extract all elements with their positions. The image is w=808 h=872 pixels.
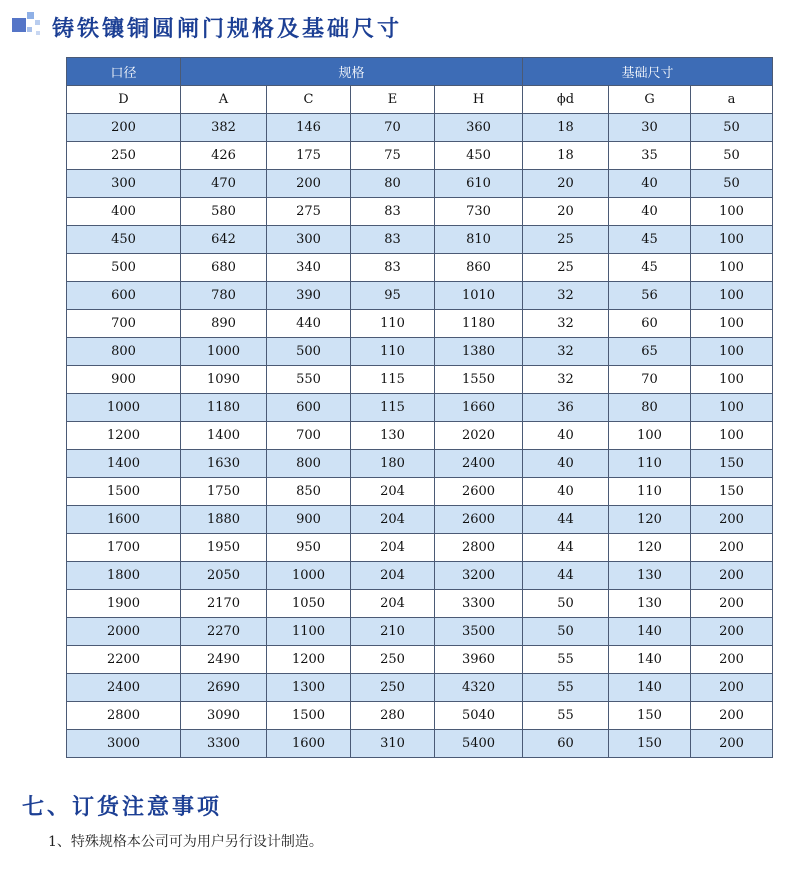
table-cell: 200 (691, 674, 773, 702)
table-cell: 40 (609, 198, 691, 226)
table-cell: 25 (523, 226, 609, 254)
table-cell: 1380 (435, 338, 523, 366)
table-cell: 32 (523, 366, 609, 394)
table-cell: 35 (609, 142, 691, 170)
table-cell: 810 (435, 226, 523, 254)
table-cell: 1630 (181, 450, 267, 478)
table-cell: 25 (523, 254, 609, 282)
column-header: ϕd (523, 86, 609, 114)
table-cell: 80 (351, 170, 435, 198)
table-cell: 1180 (181, 394, 267, 422)
table-cell: 800 (67, 338, 181, 366)
table-cell: 200 (67, 114, 181, 142)
table-cell: 60 (609, 310, 691, 338)
table-cell: 32 (523, 338, 609, 366)
table-cell: 32 (523, 282, 609, 310)
table-cell: 550 (267, 366, 351, 394)
table-row (67, 394, 773, 422)
table-cell: 1200 (67, 422, 181, 450)
table-cell: 83 (351, 254, 435, 282)
table-cell: 250 (351, 646, 435, 674)
table-cell: 20 (523, 198, 609, 226)
table-cell: 200 (691, 562, 773, 590)
table-cell: 3960 (435, 646, 523, 674)
table-cell: 642 (181, 226, 267, 254)
table-cell: 3200 (435, 562, 523, 590)
table-cell: 40 (523, 422, 609, 450)
group-header-spec: 规格 (181, 58, 523, 86)
table-cell: 20 (523, 170, 609, 198)
table-cell: 204 (351, 534, 435, 562)
table-row (67, 114, 773, 142)
table-cell: 140 (609, 646, 691, 674)
table-cell: 83 (351, 226, 435, 254)
table-cell: 890 (181, 310, 267, 338)
table-cell: 100 (691, 310, 773, 338)
table-cell: 140 (609, 674, 691, 702)
table-cell: 850 (267, 478, 351, 506)
table-cell: 390 (267, 282, 351, 310)
table-cell: 1400 (181, 422, 267, 450)
table-row (67, 702, 773, 730)
table-cell: 200 (691, 506, 773, 534)
table-cell: 100 (691, 254, 773, 282)
table-cell: 200 (691, 534, 773, 562)
table-row (67, 534, 773, 562)
table-cell: 900 (67, 366, 181, 394)
table-cell: 1800 (67, 562, 181, 590)
table-row (67, 282, 773, 310)
table-cell: 2400 (67, 674, 181, 702)
table-cell: 1000 (267, 562, 351, 590)
table-body (67, 114, 773, 758)
table-cell: 180 (351, 450, 435, 478)
table-cell: 200 (691, 730, 773, 758)
table-cell: 100 (691, 394, 773, 422)
table-cell: 83 (351, 198, 435, 226)
table-cell: 150 (609, 730, 691, 758)
spec-table (66, 57, 773, 758)
table-cell: 120 (609, 534, 691, 562)
table-cell: 1000 (181, 338, 267, 366)
table-cell: 2050 (181, 562, 267, 590)
column-header: D (67, 86, 181, 114)
table-cell: 300 (267, 226, 351, 254)
table-row (67, 730, 773, 758)
table-cell: 1900 (67, 590, 181, 618)
table-cell: 440 (267, 310, 351, 338)
table-group-header (67, 58, 773, 86)
table-cell: 50 (691, 142, 773, 170)
table-column-header (67, 86, 773, 114)
table-row (67, 338, 773, 366)
table-row (67, 198, 773, 226)
table-row (67, 590, 773, 618)
table-cell: 146 (267, 114, 351, 142)
table-cell: 1200 (267, 646, 351, 674)
table-cell: 32 (523, 310, 609, 338)
table-cell: 100 (691, 198, 773, 226)
table-cell: 400 (67, 198, 181, 226)
table-cell: 382 (181, 114, 267, 142)
table-cell: 360 (435, 114, 523, 142)
title-bar (12, 12, 402, 42)
table-cell: 1660 (435, 394, 523, 422)
table-cell: 130 (351, 422, 435, 450)
table-cell: 1880 (181, 506, 267, 534)
table-cell: 44 (523, 562, 609, 590)
table-cell: 110 (609, 450, 691, 478)
note-text: 1、特殊规格本公司可为用户另行设计制造。 (48, 834, 323, 850)
table-cell: 65 (609, 338, 691, 366)
table-cell: 450 (67, 226, 181, 254)
table-cell: 44 (523, 506, 609, 534)
table-cell: 40 (523, 478, 609, 506)
table-cell: 204 (351, 478, 435, 506)
table-cell: 500 (67, 254, 181, 282)
table-cell: 1500 (67, 478, 181, 506)
table-cell: 1750 (181, 478, 267, 506)
group-header-caliber: 口径 (67, 58, 181, 86)
table-cell: 1100 (267, 618, 351, 646)
table-cell: 110 (609, 478, 691, 506)
table-cell: 18 (523, 114, 609, 142)
table-cell: 115 (351, 394, 435, 422)
table-cell: 5040 (435, 702, 523, 730)
table-row (67, 142, 773, 170)
table-cell: 110 (351, 338, 435, 366)
table-cell: 340 (267, 254, 351, 282)
table-cell: 40 (523, 450, 609, 478)
table-cell: 2490 (181, 646, 267, 674)
table-cell: 45 (609, 254, 691, 282)
table-cell: 204 (351, 590, 435, 618)
table-cell: 204 (351, 506, 435, 534)
table-cell: 1010 (435, 282, 523, 310)
table-cell: 1400 (67, 450, 181, 478)
table-cell: 2000 (67, 618, 181, 646)
table-cell: 100 (691, 366, 773, 394)
table-row (67, 366, 773, 394)
table-cell: 3090 (181, 702, 267, 730)
table-cell: 2690 (181, 674, 267, 702)
table-cell: 2600 (435, 478, 523, 506)
group-header-foundation: 基础尺寸 (523, 58, 773, 86)
table-cell: 110 (351, 310, 435, 338)
table-cell: 450 (435, 142, 523, 170)
table-cell: 800 (267, 450, 351, 478)
table-cell: 100 (609, 422, 691, 450)
table-cell: 2170 (181, 590, 267, 618)
table-cell: 2270 (181, 618, 267, 646)
table-cell: 200 (691, 702, 773, 730)
table-cell: 600 (67, 282, 181, 310)
table-cell: 860 (435, 254, 523, 282)
column-header: G (609, 86, 691, 114)
table-cell: 1180 (435, 310, 523, 338)
table-cell: 175 (267, 142, 351, 170)
table-cell: 3300 (435, 590, 523, 618)
table-cell: 1950 (181, 534, 267, 562)
table-cell: 70 (609, 366, 691, 394)
table-cell: 200 (267, 170, 351, 198)
table-cell: 55 (523, 702, 609, 730)
table-cell: 50 (691, 170, 773, 198)
table-cell: 2020 (435, 422, 523, 450)
table-cell: 3500 (435, 618, 523, 646)
table-cell: 100 (691, 338, 773, 366)
table-cell: 4320 (435, 674, 523, 702)
table-cell: 130 (609, 590, 691, 618)
table-row (67, 226, 773, 254)
table-cell: 200 (691, 646, 773, 674)
table-cell: 680 (181, 254, 267, 282)
table-cell: 780 (181, 282, 267, 310)
table-cell: 250 (67, 142, 181, 170)
table-cell: 426 (181, 142, 267, 170)
table-cell: 56 (609, 282, 691, 310)
table-row (67, 254, 773, 282)
table-cell: 1600 (267, 730, 351, 758)
table-cell: 2400 (435, 450, 523, 478)
table-cell: 50 (523, 590, 609, 618)
table-cell: 600 (267, 394, 351, 422)
table-cell: 275 (267, 198, 351, 226)
table-cell: 40 (609, 170, 691, 198)
table-cell: 140 (609, 618, 691, 646)
table-cell: 60 (523, 730, 609, 758)
table-cell: 580 (181, 198, 267, 226)
column-header: C (267, 86, 351, 114)
column-header: E (351, 86, 435, 114)
table-cell: 5400 (435, 730, 523, 758)
table-cell: 80 (609, 394, 691, 422)
table-cell: 100 (691, 226, 773, 254)
table-cell: 950 (267, 534, 351, 562)
table-cell: 120 (609, 506, 691, 534)
table-cell: 100 (691, 422, 773, 450)
table-row (67, 450, 773, 478)
table-cell: 30 (609, 114, 691, 142)
table-cell: 310 (351, 730, 435, 758)
table-cell: 130 (609, 562, 691, 590)
table-cell: 95 (351, 282, 435, 310)
table-cell: 44 (523, 534, 609, 562)
table-cell: 2600 (435, 506, 523, 534)
table-cell: 610 (435, 170, 523, 198)
table-cell: 55 (523, 674, 609, 702)
table-cell: 280 (351, 702, 435, 730)
column-header: A (181, 86, 267, 114)
table-cell: 470 (181, 170, 267, 198)
table-cell: 730 (435, 198, 523, 226)
table-cell: 900 (267, 506, 351, 534)
table-cell: 75 (351, 142, 435, 170)
table-row (67, 170, 773, 198)
column-header: H (435, 86, 523, 114)
table-cell: 700 (67, 310, 181, 338)
table-cell: 1500 (267, 702, 351, 730)
table-cell: 250 (351, 674, 435, 702)
table-row (67, 506, 773, 534)
table-cell: 70 (351, 114, 435, 142)
table-cell: 300 (67, 170, 181, 198)
table-cell: 700 (267, 422, 351, 450)
table-cell: 2800 (435, 534, 523, 562)
table-cell: 1090 (181, 366, 267, 394)
table-row (67, 674, 773, 702)
page-title: 铸铁镶铜圆闸门规格及基础尺寸 (52, 16, 403, 42)
table-cell: 200 (691, 590, 773, 618)
table-cell: 18 (523, 142, 609, 170)
table-cell: 50 (691, 114, 773, 142)
table-row (67, 562, 773, 590)
table-cell: 150 (691, 478, 773, 506)
table-cell: 55 (523, 646, 609, 674)
table-cell: 1700 (67, 534, 181, 562)
table-cell: 100 (691, 282, 773, 310)
table-cell: 2200 (67, 646, 181, 674)
table-row (67, 478, 773, 506)
table-cell: 45 (609, 226, 691, 254)
table-cell: 1050 (267, 590, 351, 618)
table-row (67, 646, 773, 674)
table-cell: 500 (267, 338, 351, 366)
table-row (67, 310, 773, 338)
table-cell: 204 (351, 562, 435, 590)
table-cell: 1600 (67, 506, 181, 534)
table-row (67, 618, 773, 646)
table-cell: 150 (691, 450, 773, 478)
table-cell: 1000 (67, 394, 181, 422)
table-cell: 36 (523, 394, 609, 422)
logo-squares-icon (12, 12, 42, 42)
table-cell: 210 (351, 618, 435, 646)
table-cell: 3000 (67, 730, 181, 758)
table-row (67, 422, 773, 450)
table-cell: 1550 (435, 366, 523, 394)
table-cell: 200 (691, 618, 773, 646)
table-cell: 2800 (67, 702, 181, 730)
table-cell: 150 (609, 702, 691, 730)
table-cell: 1300 (267, 674, 351, 702)
section-heading: 七、订货注意事项 (22, 795, 223, 820)
table-cell: 115 (351, 366, 435, 394)
table-cell: 50 (523, 618, 609, 646)
column-header: a (691, 86, 773, 114)
table-cell: 3300 (181, 730, 267, 758)
